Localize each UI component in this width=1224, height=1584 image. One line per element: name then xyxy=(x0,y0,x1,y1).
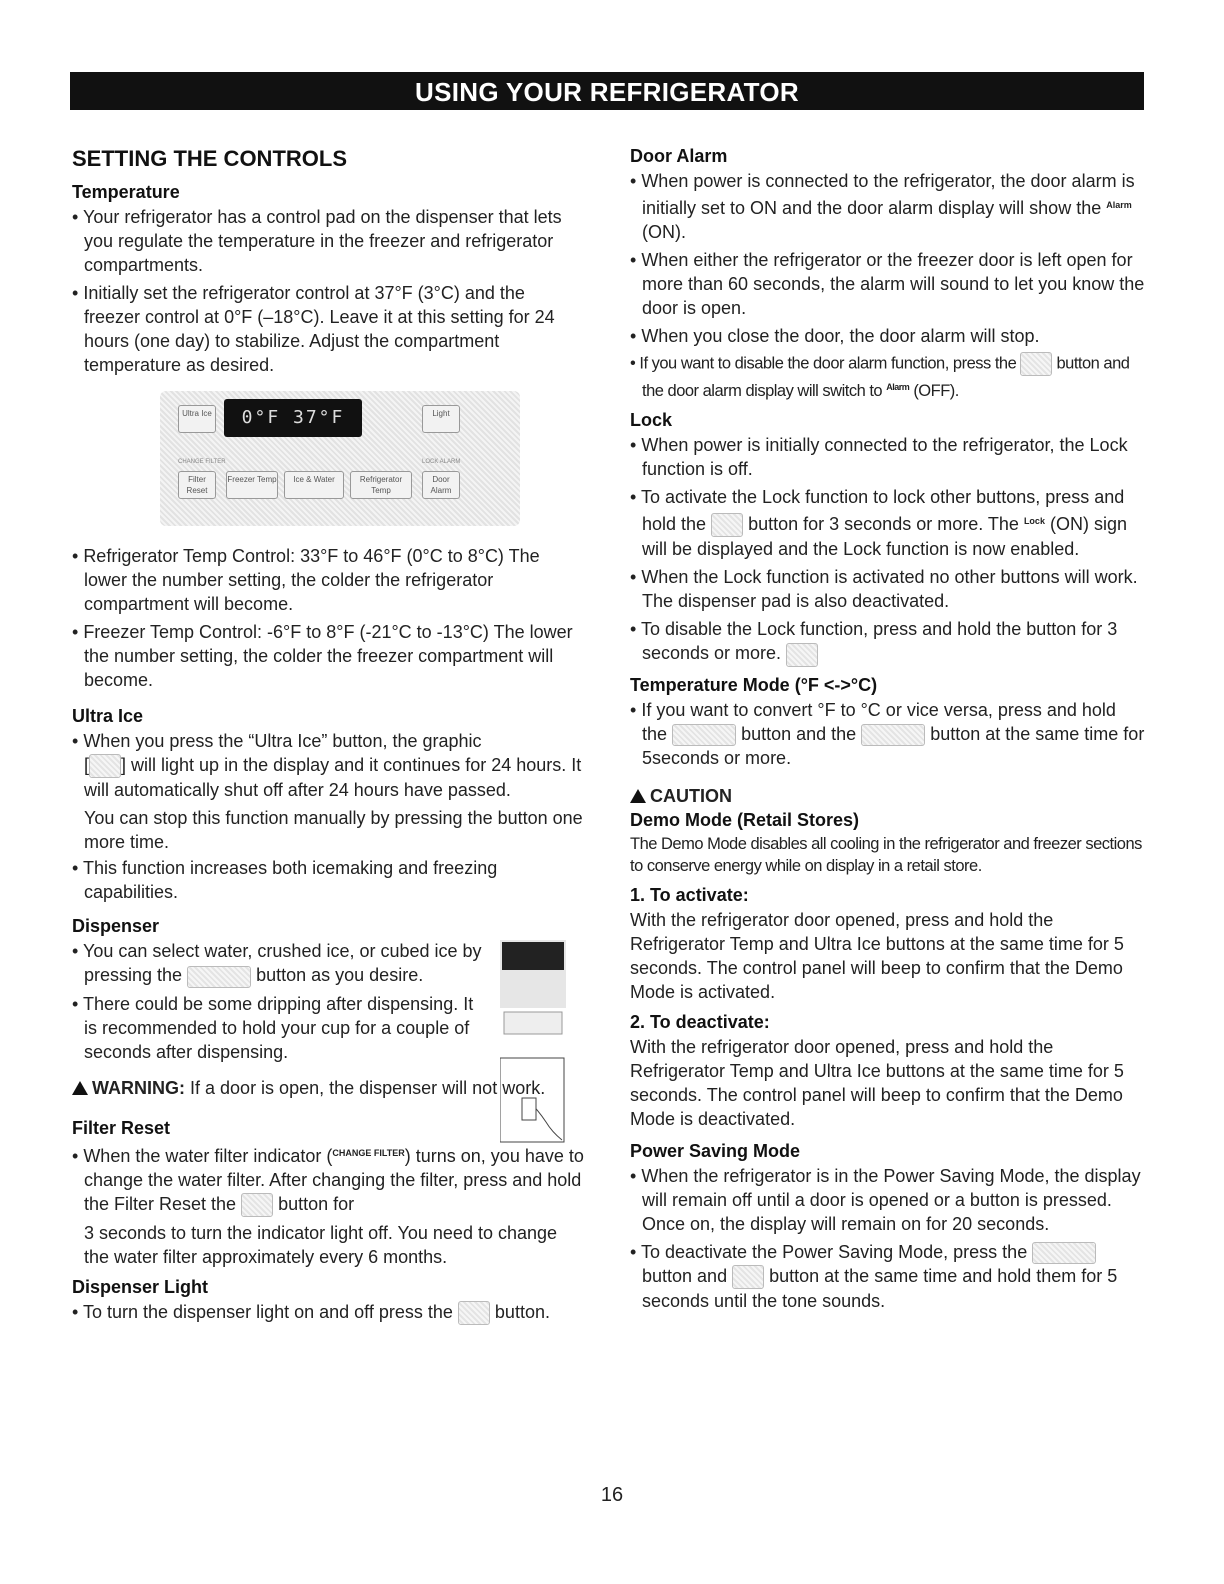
temperature-bullet-3: • Refrigerator Temp Control: 33°F to 46°F (0°C to 8°C) The lower the number setting, the colder the refrigerator compartment will become. xyxy=(72,546,540,614)
cup-outline xyxy=(522,1098,536,1120)
temperature-display: 0°F 37°F xyxy=(224,399,362,437)
temp-mode-heading: Temperature Mode (°F <->°C) xyxy=(630,674,878,695)
page-banner: USING YOUR REFRIGERATOR xyxy=(70,72,1144,110)
filter-reset-button: Filter Reset xyxy=(178,471,216,499)
change-filter-label: CHANGE FILTER xyxy=(178,459,226,465)
right-column xyxy=(630,144,1145,1317)
power-saving-bullet-1: • When the refrigerator is in the Power Saving Mode, the display will remain off until a door is opened or a button is pressed. Once on, the display will remain on for 20 seconds. xyxy=(630,1165,1141,1234)
ice-water-pad xyxy=(504,1012,562,1034)
ultra-ice-note: You can stop this function manually by pressing the button one more time. xyxy=(84,808,583,853)
lock-bullet-4: • To disable the Lock function, press and hold the button for 3 seconds or more. xyxy=(630,617,1145,666)
dispenser-light-heading: Dispenser Light xyxy=(72,1276,209,1297)
lock-on-icon: Lock xyxy=(1023,516,1045,526)
ice-water-icon xyxy=(187,966,251,988)
freezer-temp-icon-2 xyxy=(1032,1242,1096,1264)
section-title: SETTING THE CONTROLS xyxy=(72,146,347,171)
deactivate-heading: 2. To deactivate: xyxy=(630,1011,770,1032)
door-alarm-icon xyxy=(1020,352,1052,376)
ultra-ice-icon-2 xyxy=(732,1265,764,1289)
demo-mode-heading: Demo Mode (Retail Stores) xyxy=(630,809,860,830)
lock-bullet-3: • When the Lock function is activated no other buttons will work. The dispenser pad is also deactivated. xyxy=(630,567,1138,612)
door-alarm-bullet-4: • If you want to disable the door alarm function, press the button and the door alarm display will switch to $^{Alarm}$ (OFF). xyxy=(630,352,1145,402)
refrigerator-temp-icon xyxy=(861,724,925,746)
lock-bullet-2: • To activate the Lock function to lock other buttons, press and hold the button for 3 seconds or more. The $^{Lock}$ (ON) sign will be displayed and the Lock function is now enabled. xyxy=(630,487,1127,560)
refrigerator-temp-button: Refrigerator Temp xyxy=(350,471,412,499)
door-alarm-bullet-1: • When power is connected to the refrigerator, the door alarm is initially set to ON and the door alarm display will show the $^{Alarm}$ (ON). xyxy=(630,171,1135,242)
temperature-heading: Temperature xyxy=(72,182,180,202)
demo-mode-text: The Demo Mode disables all cooling in the refrigerator and freezer sections to conserve energy while on display in a retail store. xyxy=(630,834,1142,875)
dispenser-display xyxy=(502,942,564,970)
activate-heading: 1. To activate: xyxy=(630,884,749,905)
freezer-temp-icon xyxy=(672,724,736,746)
dispenser-illustration xyxy=(500,940,566,1152)
dispenser-light-bullet: • To turn the dispenser light on and off press the button. xyxy=(72,1300,584,1325)
power-saving-bullet-2: • To deactivate the Power Saving Mode, press the button and button at the same time and hold them for 5 seconds until the tone sounds. xyxy=(630,1241,1118,1312)
light-button: Light xyxy=(422,405,460,433)
filter-reset-note: 3 seconds to turn the indicator light off. You need to change the water filter approximately every 6 months. xyxy=(84,1222,558,1267)
page-number: 16 xyxy=(600,1484,624,1506)
lock-bullet-1: • When power is initially connected to the refrigerator, the Lock function is off. xyxy=(630,435,1128,479)
ice-water-button: Ice & Water xyxy=(284,471,344,499)
door-alarm-button: Door Alarm xyxy=(422,471,460,499)
warning-icon xyxy=(72,1081,88,1095)
freezer-temp-button: Freezer Temp xyxy=(226,471,278,499)
temp-mode-bullet: • If you want to convert °F to °C or vice versa, press and hold the button and the button at the same time for 5seconds or more. xyxy=(630,699,1145,768)
lock-alarm-label: LOCK ALARM xyxy=(422,459,461,465)
filter-reset-heading: Filter Reset xyxy=(72,1117,171,1138)
door-alarm-bullet-2: • When either the refrigerator or the freezer door is left open for more than 60 seconds, the alarm will sound to let you know the door is open. xyxy=(630,250,1145,318)
deactivate-text: With the refrigerator door opened, press and hold the Refrigerator Temp and Ultra Ice buttons at the same time for 5 seconds. The control panel will beep to confirm that the Demo Mode is deactivated. xyxy=(630,1036,1124,1129)
door-alarm-bullet-3: • When you close the door, the door alarm will stop. xyxy=(630,326,1040,346)
ultra-ice-heading: Ultra Ice xyxy=(72,706,144,726)
filter-reset-icon xyxy=(241,1193,273,1217)
caution-icon xyxy=(630,789,646,803)
temperature-bullet-2: • Initially set the refrigerator control at 37°F (3°C) and the freezer control at 0°F (–18°C). Leave it at this setting for 24 hours (one day) to stabilize. Adjust the compartment temperature as desired. xyxy=(72,283,555,375)
control-panel-figure xyxy=(160,391,520,526)
temperature-bullet-4: • Freezer Temp Control: -6°F to 8°F (-21°C to -13°C) The lower the number setting, the colder the freezer compartment will become. xyxy=(72,622,573,690)
ultra-ice-icon xyxy=(89,754,121,778)
alarm-off-icon: Alarm xyxy=(886,382,910,392)
dispenser-bullet-2: • There could be some dripping after dispensing. It is recommended to hold your cup for a couple of seconds after dispensing. xyxy=(72,993,474,1062)
alarm-on-icon: Alarm xyxy=(1106,200,1132,210)
temperature-bullet-1: • Your refrigerator has a control pad on the dispenser that lets you regulate the temperature in the freezer and refrigerator compartments. xyxy=(72,207,562,275)
dispenser-warning: WARNING: If a door is open, the dispenser will not work. xyxy=(72,1076,584,1100)
door-alarm-heading: Door Alarm xyxy=(630,146,728,166)
dispenser-heading: Dispenser xyxy=(72,916,160,937)
change-filter-indicator-icon: CHANGE FILTER xyxy=(332,1147,405,1158)
power-saving-heading: Power Saving Mode xyxy=(630,1140,801,1161)
caution-label: CAUTION xyxy=(630,784,1145,808)
ultra-ice-button: Ultra Ice xyxy=(178,405,216,433)
ultra-ice-bullet-2: • This function increases both icemaking and freezing capabilities. xyxy=(72,858,498,903)
dispenser-bullet-1: • You can select water, crushed ice, or cubed ice by pressing the button as you desire. xyxy=(72,939,484,987)
filter-reset-bullet: • When the water filter indicator ($^{CHANGE FILTER}$) turns on, you have to change the water filter. After changing the filter, press and hold the Filter Reset the button for xyxy=(72,1141,584,1217)
lock-button-icon xyxy=(711,513,743,537)
lock-disable-icon xyxy=(786,643,818,667)
lock-heading: Lock xyxy=(630,410,673,430)
ultra-ice-bullet-1: • When you press the “Ultra Ice” button, the graphic [ ] will light up in the display and it continues for 24 hours. It will automatically shut off after 24 hours have passed. xyxy=(72,731,582,801)
activate-text: With the refrigerator door opened, press and hold the Refrigerator Temp and Ultra Ice buttons at the same time for 5 seconds. The control panel will beep to confirm that the Demo Mode is activated. xyxy=(630,909,1124,1002)
light-icon xyxy=(458,1301,490,1325)
